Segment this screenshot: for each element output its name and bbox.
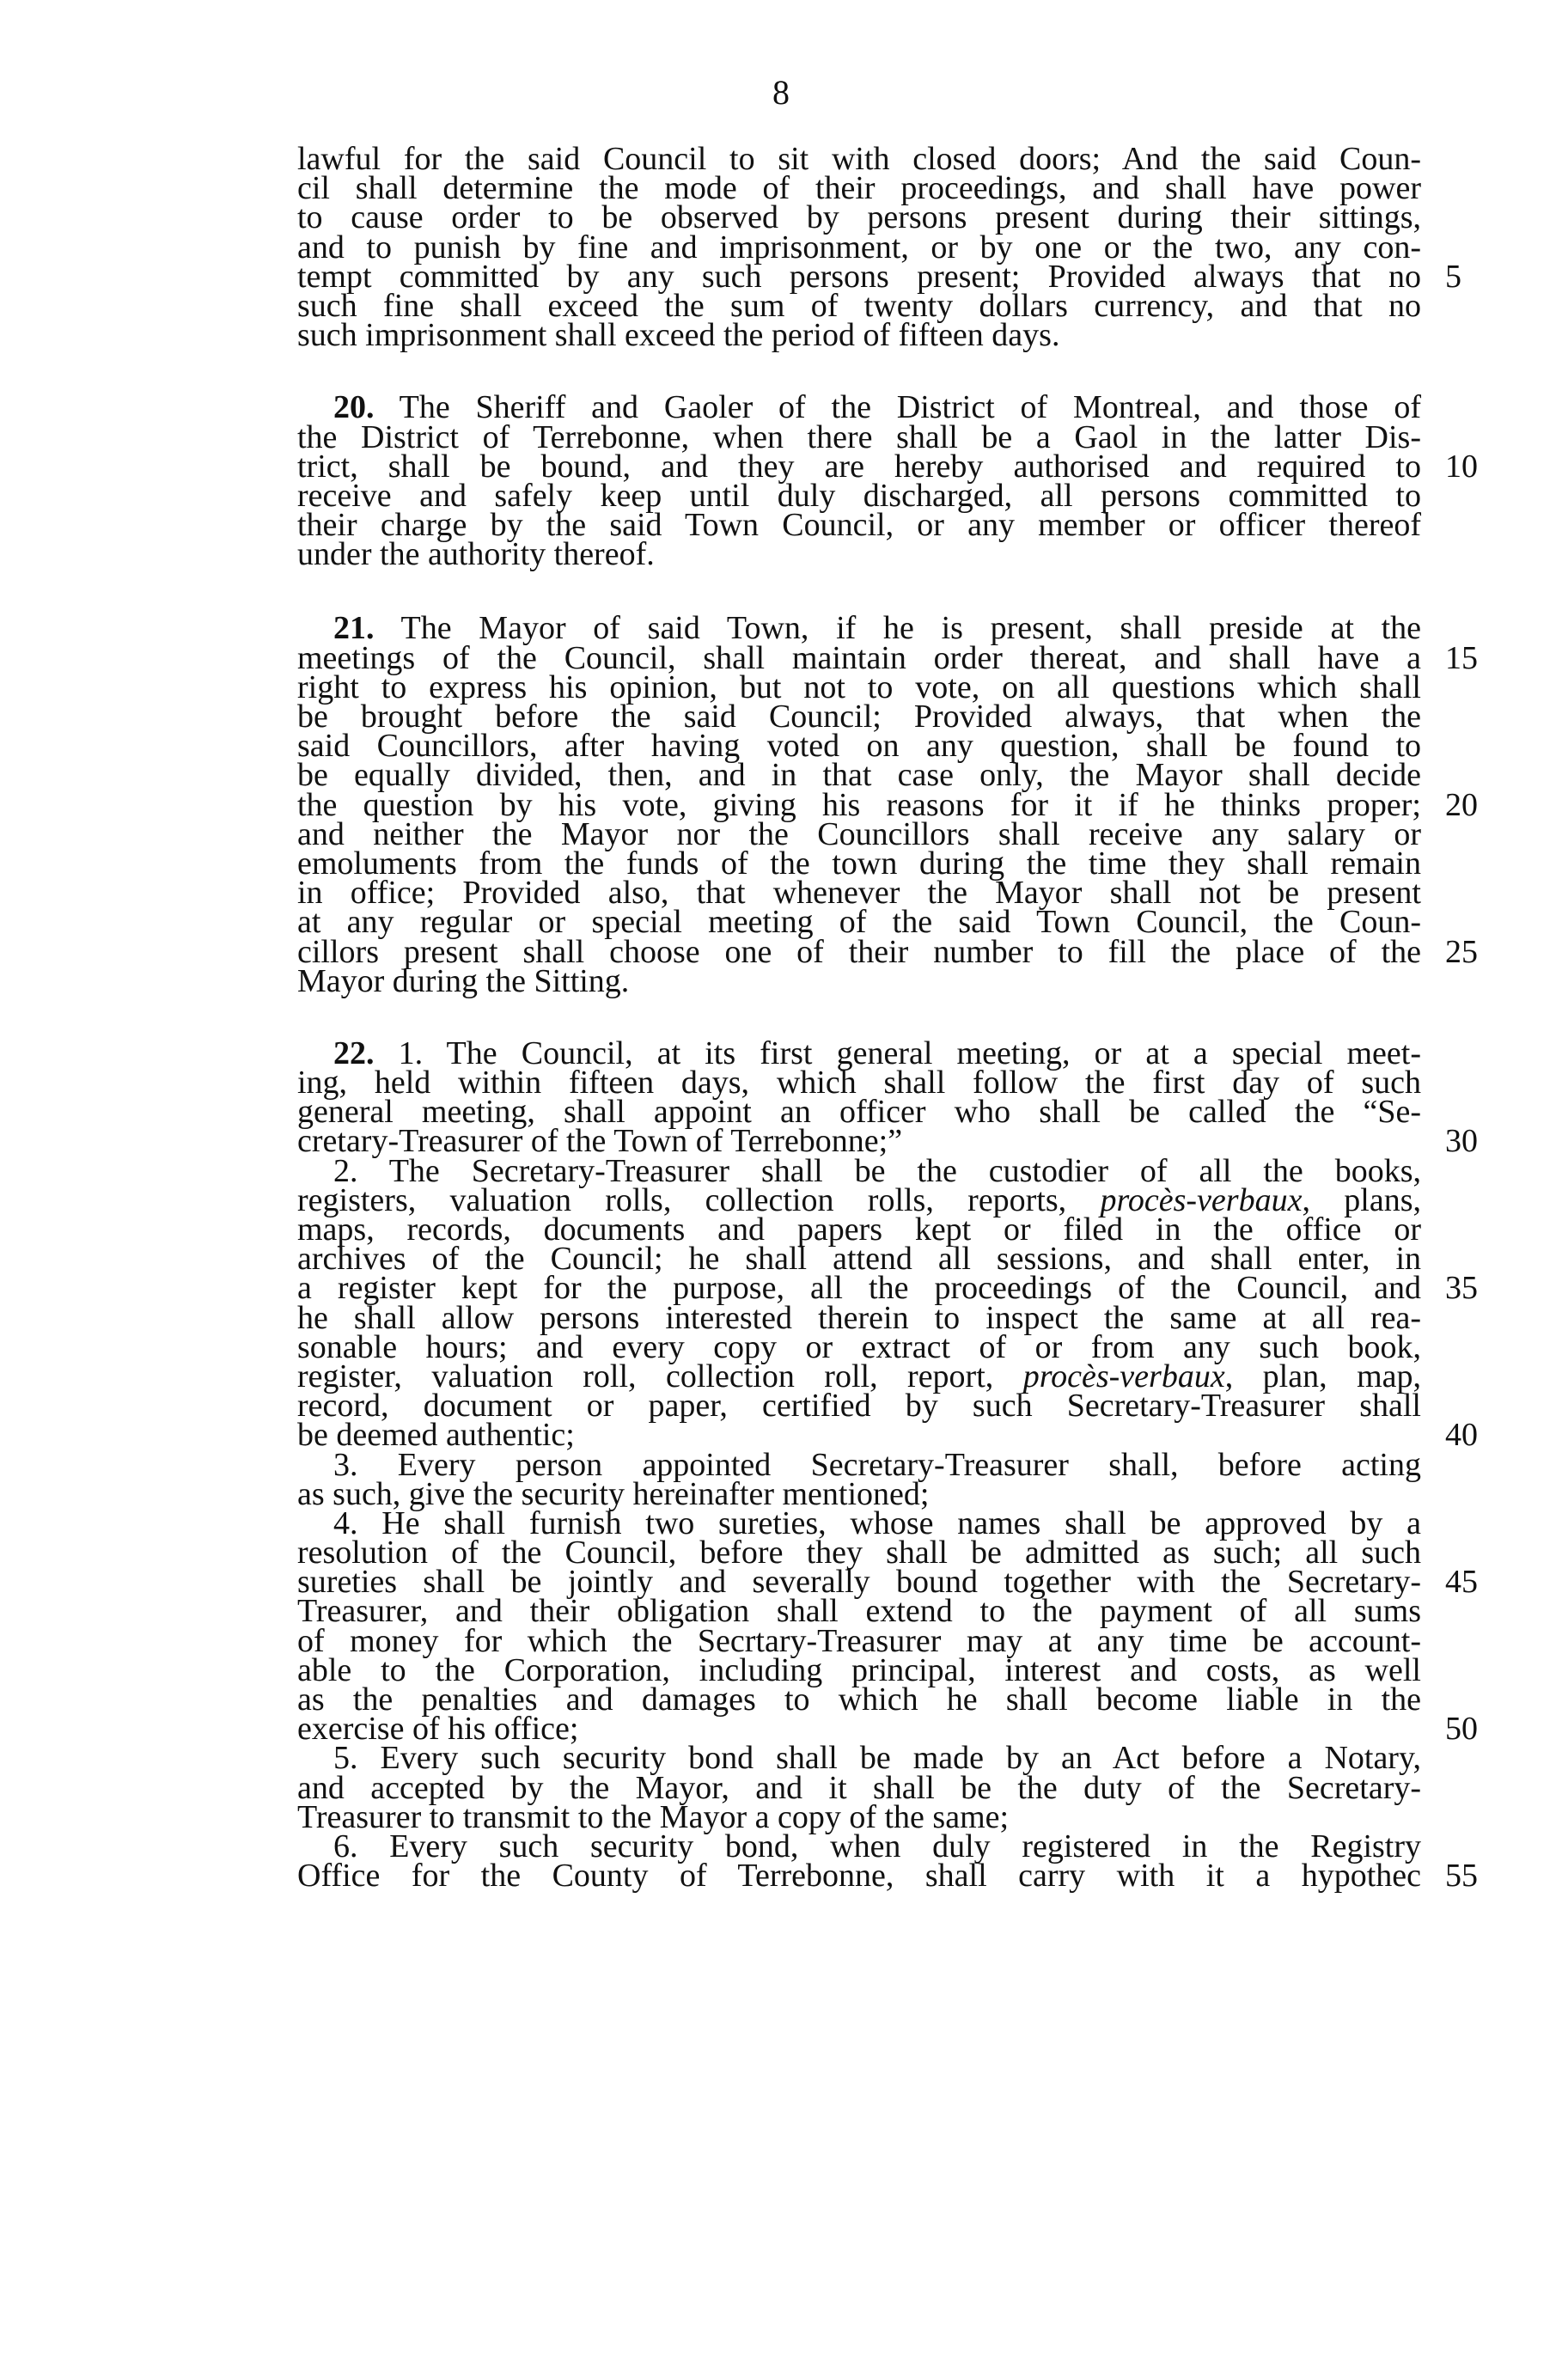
line-text: such fine shall exceed the sum of twenty dollars currency, and that no bbox=[297, 287, 1421, 324]
line-text: receive and safely keep until duly discharged, all persons committed to bbox=[297, 477, 1421, 514]
text-line bbox=[297, 170, 1421, 207]
text-line bbox=[297, 448, 1478, 485]
text-line bbox=[297, 699, 1421, 735]
line-text: Treasurer to transmit to the Mayor a copy of the same; bbox=[297, 1798, 1010, 1835]
text-line bbox=[297, 1769, 1421, 1806]
text-line bbox=[297, 875, 1421, 912]
text-line bbox=[297, 287, 1421, 324]
page-number: 8 bbox=[772, 73, 790, 112]
line-text: as the penalties and damages to which he shall become liable in the bbox=[297, 1681, 1421, 1718]
line-text: such imprisonment shall exceed the period of fifteen days. bbox=[297, 317, 1060, 354]
text-line bbox=[297, 1065, 1421, 1102]
text-line bbox=[297, 1123, 1478, 1160]
text-line bbox=[297, 933, 1478, 970]
text-line bbox=[297, 317, 1421, 354]
paragraph-continuation bbox=[297, 141, 1461, 354]
text-line bbox=[297, 258, 1461, 295]
line-text: trict, shall be bound, and they are hereby authorised and required to bbox=[297, 448, 1421, 485]
line-text: sureties shall be jointly and severally bound together with the Secretary- bbox=[297, 1564, 1421, 1601]
line-text: The Sheriff and Gaoler of the District of Montreal, and those of bbox=[374, 389, 1421, 426]
text-line bbox=[297, 536, 1421, 573]
line-text: Office for the County of Terrebonne, shall carry with it a hypothec bbox=[297, 1858, 1421, 1895]
text-line bbox=[297, 1181, 1421, 1218]
text-line bbox=[297, 1681, 1421, 1718]
line-text: exercise of his office; bbox=[297, 1711, 579, 1748]
line-text: right to express his opinion, but not to vote, on all questions which shall bbox=[297, 668, 1421, 705]
line-text: general meeting, shall appoint an officer who shall be called the “Se- bbox=[297, 1094, 1421, 1131]
line-text: said Councillors, after having voted on any question, shall be found to bbox=[297, 728, 1421, 765]
line-text: of money for which the Secrtary-Treasurer may at any time be account- bbox=[297, 1622, 1421, 1659]
text-line bbox=[297, 1711, 1478, 1748]
line-text: be deemed authentic; bbox=[297, 1417, 575, 1454]
line-text: 3. Every person appointed Secretary-Treasurer shall, before acting bbox=[333, 1446, 1421, 1483]
text-line bbox=[297, 1417, 1478, 1454]
text-line bbox=[297, 962, 1421, 999]
line-text: under the authority thereof. bbox=[297, 536, 655, 573]
line-text: 5. Every such security bond shall be made by an Act before a Notary, bbox=[333, 1740, 1421, 1777]
text-line bbox=[297, 786, 1478, 823]
text-line bbox=[297, 845, 1421, 882]
line-text: lawful for the said Council to sit with closed doors; And the said Coun- bbox=[297, 141, 1421, 177]
line-text: the question by his vote, giving his reasons for it if he thinks proper; bbox=[297, 786, 1421, 823]
line-text: a register kept for the purpose, all the proceedings of the Council, and bbox=[297, 1270, 1421, 1307]
text-line bbox=[297, 1475, 1421, 1512]
line-number: 20 bbox=[1445, 786, 1478, 823]
line-text: and to punish by fine and imprisonment, or by one or the two, any con- bbox=[297, 229, 1421, 265]
text-line bbox=[297, 1564, 1478, 1601]
line-text: able to the Corporation, including principal, interest and costs, as well bbox=[297, 1651, 1421, 1688]
text-line bbox=[297, 199, 1421, 236]
text-line bbox=[297, 1504, 1421, 1541]
line-number: 45 bbox=[1445, 1564, 1478, 1601]
text-line bbox=[297, 1299, 1421, 1336]
line-text: cillors present shall choose one of their number to fill the place of the bbox=[297, 933, 1421, 970]
section-number: 20. bbox=[333, 389, 375, 426]
line-text: be brought before the said Council; Provided always, that when the bbox=[297, 699, 1421, 735]
text-line bbox=[297, 757, 1421, 794]
line-text: register, valuation roll, collection roll, report, procès-verbaux, plan, map, bbox=[297, 1358, 1421, 1394]
line-text: maps, records, documents and papers kept or filed in the office or bbox=[297, 1211, 1421, 1248]
line-number: 10 bbox=[1445, 448, 1478, 485]
line-text: to cause order to be observed by persons present during their sittings, bbox=[297, 199, 1421, 236]
line-text: ing, held within fifteen days, which shall follow the first day of such bbox=[297, 1065, 1421, 1102]
line-text: be equally divided, then, and in that case only, the Mayor shall decide bbox=[297, 757, 1421, 794]
text-line bbox=[297, 229, 1421, 265]
line-text: and neither the Mayor nor the Councillors shall receive any salary or bbox=[297, 815, 1421, 852]
text-line bbox=[297, 1446, 1421, 1483]
line-number: 50 bbox=[1445, 1711, 1478, 1748]
line-text: The Mayor of said Town, if he is present, shall preside at the bbox=[374, 610, 1421, 647]
line-text: in office; Provided also, that whenever the Mayor shall not be present bbox=[297, 875, 1421, 912]
text-line bbox=[297, 1740, 1421, 1777]
text-line bbox=[297, 141, 1421, 177]
text-line bbox=[297, 639, 1478, 676]
line-text: and accepted by the Mayor, and it shall be the duty of the Secretary- bbox=[297, 1769, 1421, 1806]
line-text: 1. The Council, at its first general meeting, or at a special meet- bbox=[374, 1034, 1421, 1071]
line-text: 6. Every such security bond, when duly registered in the Registry bbox=[333, 1828, 1421, 1864]
line-number: 25 bbox=[1445, 933, 1478, 970]
line-text: resolution of the Council, before they shall be admitted as such; all such bbox=[297, 1535, 1421, 1571]
text-line bbox=[297, 507, 1421, 544]
line-text: at any regular or special meeting of the said Town Council, the Coun- bbox=[297, 904, 1421, 941]
line-text: Treasurer, and their obligation shall extend to the payment of all sums bbox=[297, 1593, 1421, 1630]
text-line bbox=[297, 904, 1421, 941]
section-21 bbox=[297, 610, 1478, 999]
line-number: 30 bbox=[1445, 1123, 1478, 1160]
text-line bbox=[297, 1152, 1421, 1189]
line-text: meetings of the Council, shall maintain order thereat, and shall have a bbox=[297, 639, 1421, 676]
line-text: as such, give the security hereinafter mentioned; bbox=[297, 1475, 930, 1512]
text-line bbox=[297, 1094, 1421, 1131]
line-text: 4. He shall furnish two sureties, whose names shall be approved by a bbox=[333, 1504, 1421, 1541]
line-text: record, document or paper, certified by such Secretary-Treasurer shall bbox=[297, 1388, 1421, 1425]
line-text: the District of Terrebonne, when there shall be a Gaol in the latter Dis- bbox=[297, 418, 1421, 455]
text-line bbox=[297, 610, 1421, 647]
line-text: sonable hours; and every copy or extract of or from any such book, bbox=[297, 1328, 1421, 1365]
line-number: 35 bbox=[1445, 1270, 1478, 1307]
text-line bbox=[297, 1535, 1421, 1571]
text-line bbox=[297, 1798, 1421, 1835]
text-line bbox=[297, 1651, 1421, 1688]
text-line bbox=[297, 1270, 1478, 1307]
line-text: cretary-Treasurer of the Town of Terrebonne;” bbox=[297, 1123, 903, 1160]
text-line bbox=[297, 815, 1421, 852]
text-line bbox=[297, 1388, 1421, 1425]
section-20 bbox=[297, 389, 1478, 573]
line-number: 15 bbox=[1445, 639, 1478, 676]
line-text: cil shall determine the mode of their proceedings, and shall have power bbox=[297, 170, 1421, 207]
text-line bbox=[297, 728, 1421, 765]
text-line bbox=[297, 1358, 1421, 1394]
line-number: 5 bbox=[1445, 258, 1461, 295]
line-text: 2. The Secretary-Treasurer shall be the custodier of all the books, bbox=[333, 1152, 1421, 1189]
text-line bbox=[297, 418, 1421, 455]
section-number: 22. bbox=[333, 1034, 375, 1071]
text-line bbox=[297, 389, 1421, 426]
line-text: he shall allow persons interested therein to inspect the same at all rea- bbox=[297, 1299, 1421, 1336]
line-text: archives of the Council; he shall attend all sessions, and shall enter, in bbox=[297, 1241, 1421, 1278]
line-text: tempt committed by any such persons present; Provided always that no bbox=[297, 258, 1421, 295]
text-line bbox=[297, 1828, 1421, 1864]
section-number: 21. bbox=[333, 610, 375, 647]
line-text: their charge by the said Town Council, or any member or officer thereof bbox=[297, 507, 1421, 544]
section-22 bbox=[297, 1034, 1478, 1895]
line-text: emoluments from the funds of the town during the time they shall remain bbox=[297, 845, 1421, 882]
text-line bbox=[297, 1211, 1421, 1248]
line-text: registers, valuation rolls, collection rolls, reports, procès-verbaux, plans, bbox=[297, 1181, 1421, 1218]
text-line bbox=[297, 477, 1421, 514]
text-line bbox=[297, 1593, 1421, 1630]
line-number: 55 bbox=[1445, 1858, 1478, 1895]
text-line bbox=[297, 1328, 1421, 1365]
text-line bbox=[297, 1241, 1421, 1278]
text-line bbox=[297, 1034, 1421, 1071]
text-line bbox=[297, 668, 1421, 705]
text-line bbox=[297, 1622, 1421, 1659]
line-number: 40 bbox=[1445, 1417, 1478, 1454]
line-text: Mayor during the Sitting. bbox=[297, 962, 630, 999]
text-line bbox=[297, 1858, 1478, 1895]
body-text bbox=[297, 141, 1478, 1895]
